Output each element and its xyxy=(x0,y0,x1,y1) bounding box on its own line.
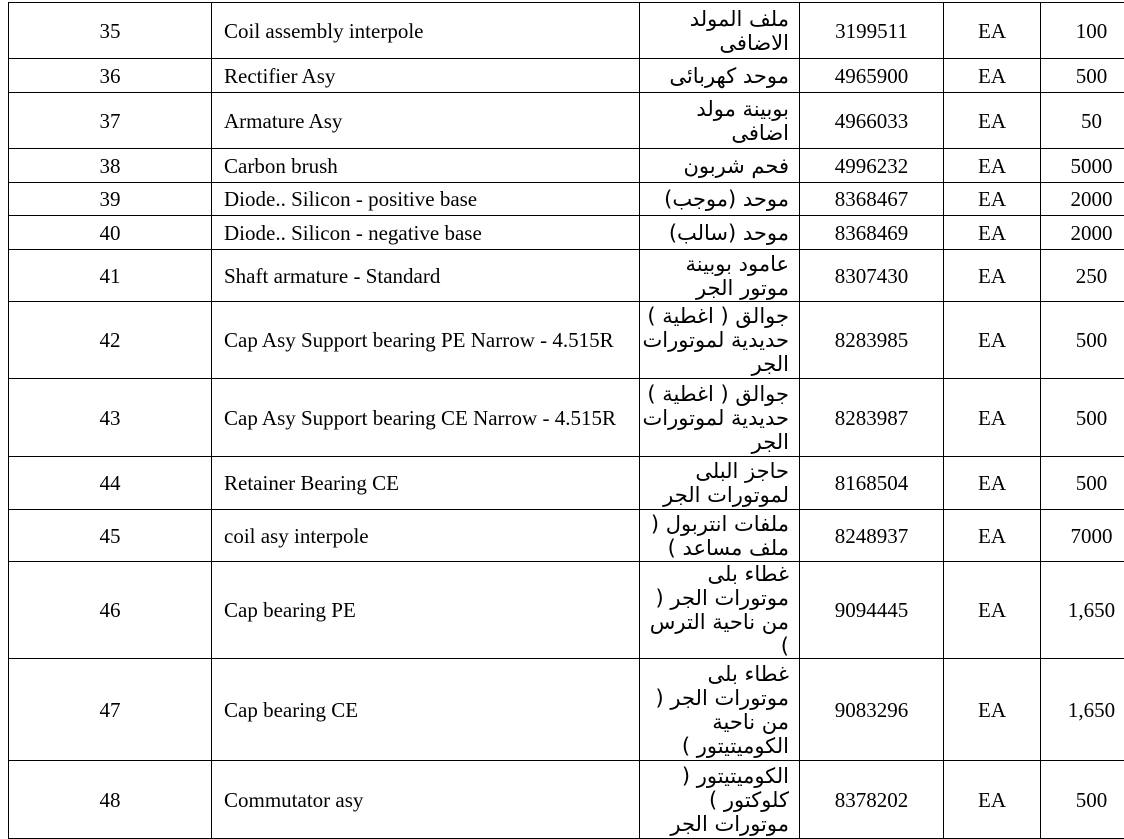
arabic-line: فحم شربون xyxy=(640,154,789,178)
arabic-line: حديدية لموتورات xyxy=(640,406,789,430)
item-unit: EA xyxy=(944,93,1041,149)
arabic-line: ملف المولد xyxy=(640,7,789,31)
item-unit: EA xyxy=(944,3,1041,59)
item-unit: EA xyxy=(944,250,1041,302)
item-arabic-description xyxy=(640,250,800,302)
item-quantity: 7000 xyxy=(1041,510,1124,562)
item-quantity: 2000 xyxy=(1041,216,1124,250)
item-quantity: 250 xyxy=(1041,250,1124,302)
arabic-line: غطاء بلى xyxy=(640,662,789,686)
item-code: 8283985 xyxy=(800,302,944,379)
arabic-line: اضافى xyxy=(640,121,789,145)
item-arabic-description xyxy=(640,659,800,761)
item-number: 39 xyxy=(9,183,212,216)
item-unit: EA xyxy=(944,183,1041,216)
item-number: 38 xyxy=(9,149,212,183)
item-number: 46 xyxy=(9,562,212,659)
arabic-line: موحد (سالب) xyxy=(640,221,789,245)
item-code: 4965900 xyxy=(800,59,944,93)
item-description: Diode.. Silicon - negative base xyxy=(212,216,640,250)
arabic-line: موحد كهربائى xyxy=(640,64,789,88)
arabic-line: موحد (موجب) xyxy=(640,187,789,211)
item-code: 9083296 xyxy=(800,659,944,761)
table-row xyxy=(9,659,1124,761)
item-unit: EA xyxy=(944,659,1041,761)
table-row xyxy=(9,216,1124,250)
item-arabic-description xyxy=(640,183,800,216)
item-description: Cap bearing CE xyxy=(212,659,640,761)
arabic-line: كلوكتور ) xyxy=(640,788,789,812)
arabic-line: موتورات الجر xyxy=(640,812,789,836)
item-arabic-description xyxy=(640,562,800,659)
arabic-line: ملفات انتربول ( xyxy=(640,512,789,536)
item-number: 47 xyxy=(9,659,212,761)
item-quantity: 5000 xyxy=(1041,149,1124,183)
item-arabic-description xyxy=(640,510,800,562)
item-unit: EA xyxy=(944,457,1041,510)
arabic-line: الكوميتيتور ) xyxy=(640,734,789,758)
item-quantity: 500 xyxy=(1041,761,1124,839)
item-unit: EA xyxy=(944,761,1041,839)
item-number: 41 xyxy=(9,250,212,302)
item-quantity: 500 xyxy=(1041,302,1124,379)
arabic-line: موتور الجر xyxy=(640,276,789,300)
item-quantity: 50 xyxy=(1041,93,1124,149)
arabic-line: لموتورات الجر xyxy=(640,483,789,507)
item-arabic-description xyxy=(640,3,800,59)
item-quantity: 500 xyxy=(1041,59,1124,93)
arabic-line: الكوميتيتور ( xyxy=(640,764,789,788)
item-description: Retainer Bearing CE xyxy=(212,457,640,510)
arabic-line: من ناحية xyxy=(640,710,789,734)
item-unit: EA xyxy=(944,562,1041,659)
item-code: 4996232 xyxy=(800,149,944,183)
item-code: 8378202 xyxy=(800,761,944,839)
item-unit: EA xyxy=(944,149,1041,183)
table-row xyxy=(9,761,1124,839)
item-unit: EA xyxy=(944,510,1041,562)
item-code: 8307430 xyxy=(800,250,944,302)
item-quantity: 2000 xyxy=(1041,183,1124,216)
table-row xyxy=(9,250,1124,302)
item-code: 8248937 xyxy=(800,510,944,562)
table-row xyxy=(9,457,1124,510)
item-number: 40 xyxy=(9,216,212,250)
item-code: 3199511 xyxy=(800,3,944,59)
item-number: 36 xyxy=(9,59,212,93)
item-description: Coil assembly interpole xyxy=(212,3,640,59)
item-quantity: 1,650 xyxy=(1041,562,1124,659)
item-description: Cap bearing PE xyxy=(212,562,640,659)
item-number: 44 xyxy=(9,457,212,510)
item-code: 8168504 xyxy=(800,457,944,510)
arabic-line: غطاء بلى xyxy=(640,562,789,586)
table-row xyxy=(9,93,1124,149)
table-row xyxy=(9,183,1124,216)
arabic-line: حديدية لموتورات xyxy=(640,328,789,352)
item-description: Shaft armature - Standard xyxy=(212,250,640,302)
item-arabic-description xyxy=(640,761,800,839)
table-row xyxy=(9,510,1124,562)
parts-table-body xyxy=(9,3,1124,839)
item-description: Diode.. Silicon - positive base xyxy=(212,183,640,216)
item-arabic-description xyxy=(640,302,800,379)
arabic-line: جوالق ( اغطية ) xyxy=(640,304,789,328)
arabic-line: عامود بوبينة xyxy=(640,252,789,276)
item-code: 8283987 xyxy=(800,379,944,457)
item-number: 37 xyxy=(9,93,212,149)
table-row xyxy=(9,3,1124,59)
item-code: 4966033 xyxy=(800,93,944,149)
arabic-line: موتورات الجر ( xyxy=(640,686,789,710)
item-code: 8368469 xyxy=(800,216,944,250)
item-number: 48 xyxy=(9,761,212,839)
parts-table xyxy=(8,2,1124,839)
item-arabic-description xyxy=(640,93,800,149)
item-arabic-description xyxy=(640,216,800,250)
arabic-line: الجر xyxy=(640,430,789,454)
table-row xyxy=(9,59,1124,93)
item-unit: EA xyxy=(944,216,1041,250)
item-description: Cap Asy Support bearing CE Narrow - 4.515R xyxy=(212,379,640,457)
item-number: 35 xyxy=(9,3,212,59)
arabic-line: الاضافى xyxy=(640,31,789,55)
item-code: 8368467 xyxy=(800,183,944,216)
item-quantity: 500 xyxy=(1041,457,1124,510)
item-number: 42 xyxy=(9,302,212,379)
arabic-line: موتورات الجر ( xyxy=(640,586,789,610)
item-arabic-description xyxy=(640,379,800,457)
arabic-line: جوالق ( اغطية ) xyxy=(640,382,789,406)
item-number: 43 xyxy=(9,379,212,457)
item-description: coil asy interpole xyxy=(212,510,640,562)
item-arabic-description xyxy=(640,457,800,510)
table-row xyxy=(9,302,1124,379)
item-unit: EA xyxy=(944,59,1041,93)
item-description: Commutator asy xyxy=(212,761,640,839)
arabic-line: حاجز البلى xyxy=(640,459,789,483)
arabic-line: بوبينة مولد xyxy=(640,97,789,121)
item-description: Cap Asy Support bearing PE Narrow - 4.515R xyxy=(212,302,640,379)
arabic-line: الجر xyxy=(640,352,789,376)
item-arabic-description xyxy=(640,149,800,183)
item-number: 45 xyxy=(9,510,212,562)
item-arabic-description xyxy=(640,59,800,93)
item-code: 9094445 xyxy=(800,562,944,659)
item-quantity: 500 xyxy=(1041,379,1124,457)
item-description: Carbon brush xyxy=(212,149,640,183)
item-unit: EA xyxy=(944,379,1041,457)
table-row xyxy=(9,149,1124,183)
item-unit: EA xyxy=(944,302,1041,379)
item-quantity: 1,650 xyxy=(1041,659,1124,761)
item-description: Armature Asy xyxy=(212,93,640,149)
table-row xyxy=(9,379,1124,457)
table-row xyxy=(9,562,1124,659)
arabic-line: من ناحية الترس ) xyxy=(640,610,789,658)
arabic-line: ملف مساعد ) xyxy=(640,536,789,560)
item-quantity: 100 xyxy=(1041,3,1124,59)
item-description: Rectifier Asy xyxy=(212,59,640,93)
